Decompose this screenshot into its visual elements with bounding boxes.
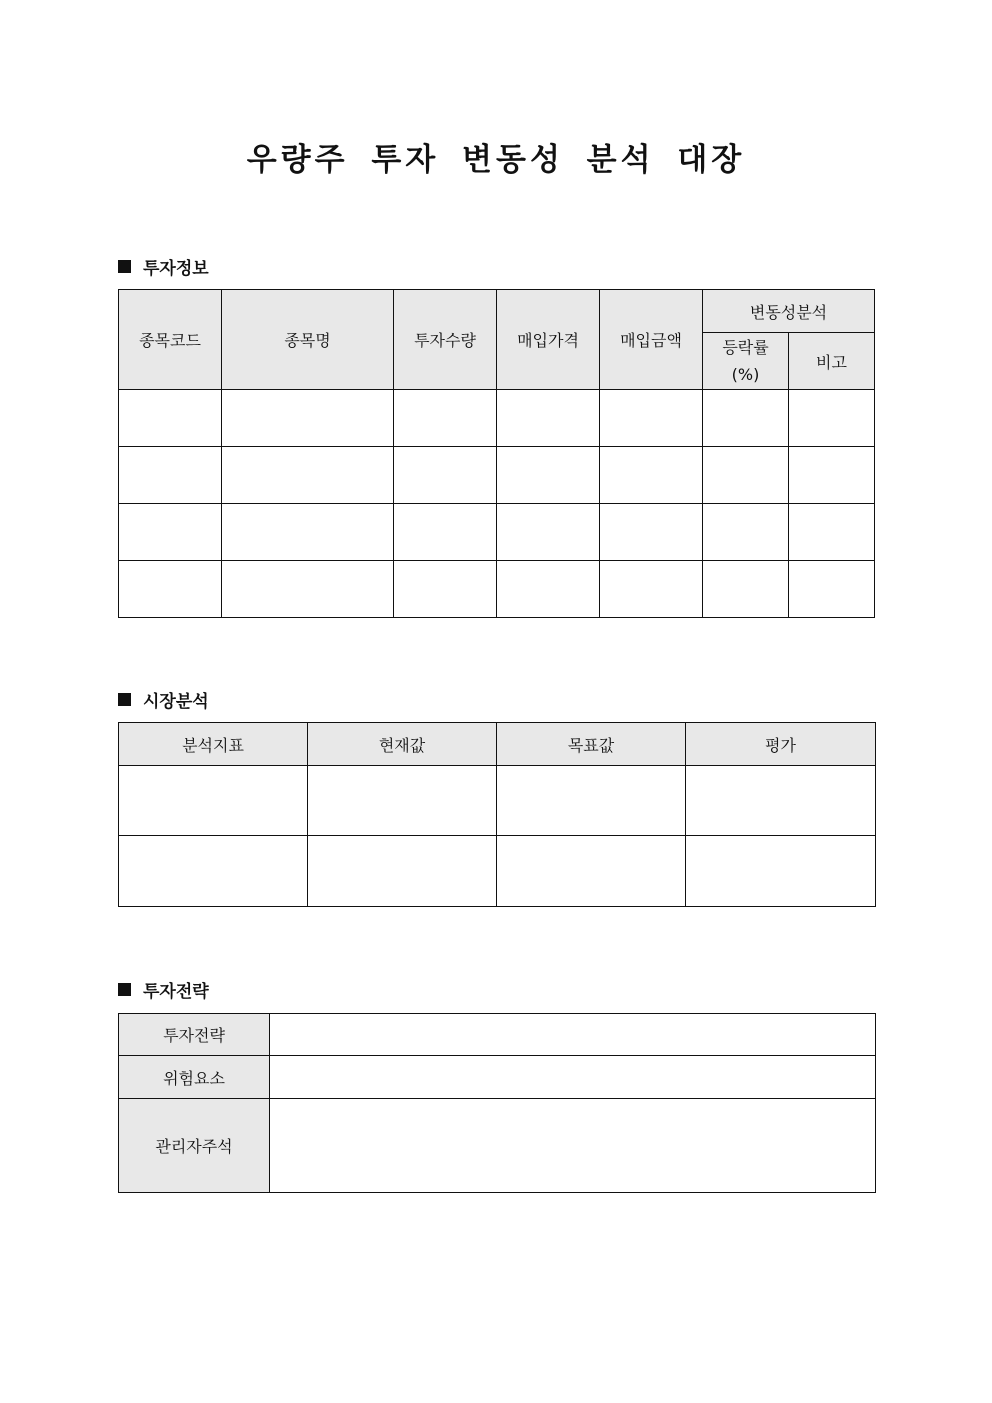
header-current-value: 현재값	[308, 723, 497, 766]
cell-code[interactable]	[119, 504, 222, 561]
cell-purchase-amount[interactable]	[600, 561, 703, 618]
header-name: 종목명	[222, 290, 394, 390]
cell-target-value[interactable]	[497, 766, 686, 836]
table-row	[119, 1014, 876, 1056]
cell-code[interactable]	[119, 390, 222, 447]
header-change-rate: 등락률(%)	[703, 333, 789, 390]
label-manager-notes: 관리자주석	[119, 1099, 270, 1193]
cell-purchase-price[interactable]	[497, 561, 600, 618]
cell-current-value[interactable]	[308, 766, 497, 836]
cell-purchase-amount[interactable]	[600, 504, 703, 561]
cell-code[interactable]	[119, 447, 222, 504]
cell-quantity[interactable]	[394, 390, 497, 447]
page-title: 우량주 투자 변동성 분석 대장	[246, 142, 746, 178]
cell-change-rate[interactable]	[703, 561, 789, 618]
cell-current-value[interactable]	[308, 836, 497, 907]
cell-indicator[interactable]	[119, 836, 308, 907]
square-bullet-icon	[118, 693, 131, 706]
cell-target-value[interactable]	[497, 836, 686, 907]
header-purchase-amount: 매입금액	[600, 290, 703, 390]
header-evaluation: 평가	[686, 723, 876, 766]
cell-name[interactable]	[222, 447, 394, 504]
cell-change-rate[interactable]	[703, 390, 789, 447]
section-heading-investment-info	[118, 254, 209, 279]
square-bullet-icon	[118, 983, 131, 996]
square-bullet-icon	[118, 260, 131, 273]
table-row	[119, 836, 876, 907]
strategy-table	[118, 1013, 876, 1193]
label-strategy: 투자전략	[119, 1014, 270, 1056]
header-target-value: 목표값	[497, 723, 686, 766]
cell-indicator[interactable]	[119, 766, 308, 836]
cell-name[interactable]	[222, 561, 394, 618]
section-heading-market-analysis	[118, 687, 209, 712]
header-indicator: 분석지표	[119, 723, 308, 766]
section-heading-label: 투자전략	[143, 982, 209, 1002]
section-heading-strategy	[118, 977, 209, 1002]
table-row	[119, 766, 876, 836]
label-risk-factors: 위험요소	[119, 1056, 270, 1099]
cell-purchase-price[interactable]	[497, 390, 600, 447]
cell-evaluation[interactable]	[686, 766, 876, 836]
cell-change-rate[interactable]	[703, 447, 789, 504]
cell-note[interactable]	[789, 504, 875, 561]
header-volatility-group: 변동성분석	[703, 290, 875, 333]
section-heading-label: 투자정보	[143, 259, 209, 279]
cell-name[interactable]	[222, 504, 394, 561]
table-row	[119, 447, 875, 504]
field-strategy[interactable]	[270, 1014, 876, 1056]
field-manager-notes[interactable]	[270, 1099, 876, 1193]
cell-evaluation[interactable]	[686, 836, 876, 907]
table-row	[119, 561, 875, 618]
section-heading-label: 시장분석	[143, 692, 209, 712]
header-note: 비고	[789, 333, 875, 390]
cell-purchase-price[interactable]	[497, 447, 600, 504]
cell-quantity[interactable]	[394, 504, 497, 561]
table-row	[119, 504, 875, 561]
table-row	[119, 1056, 876, 1099]
header-quantity: 투자수량	[394, 290, 497, 390]
cell-note[interactable]	[789, 447, 875, 504]
cell-quantity[interactable]	[394, 447, 497, 504]
cell-quantity[interactable]	[394, 561, 497, 618]
cell-purchase-price[interactable]	[497, 504, 600, 561]
cell-name[interactable]	[222, 390, 394, 447]
investment-info-table	[118, 289, 875, 618]
table-row	[119, 390, 875, 447]
cell-code[interactable]	[119, 561, 222, 618]
field-risk-factors[interactable]	[270, 1056, 876, 1099]
cell-change-rate[interactable]	[703, 504, 789, 561]
cell-purchase-amount[interactable]	[600, 390, 703, 447]
cell-purchase-amount[interactable]	[600, 447, 703, 504]
cell-note[interactable]	[789, 390, 875, 447]
cell-note[interactable]	[789, 561, 875, 618]
header-purchase-price: 매입가격	[497, 290, 600, 390]
header-code: 종목코드	[119, 290, 222, 390]
market-analysis-table	[118, 722, 876, 907]
table-row	[119, 1099, 876, 1193]
